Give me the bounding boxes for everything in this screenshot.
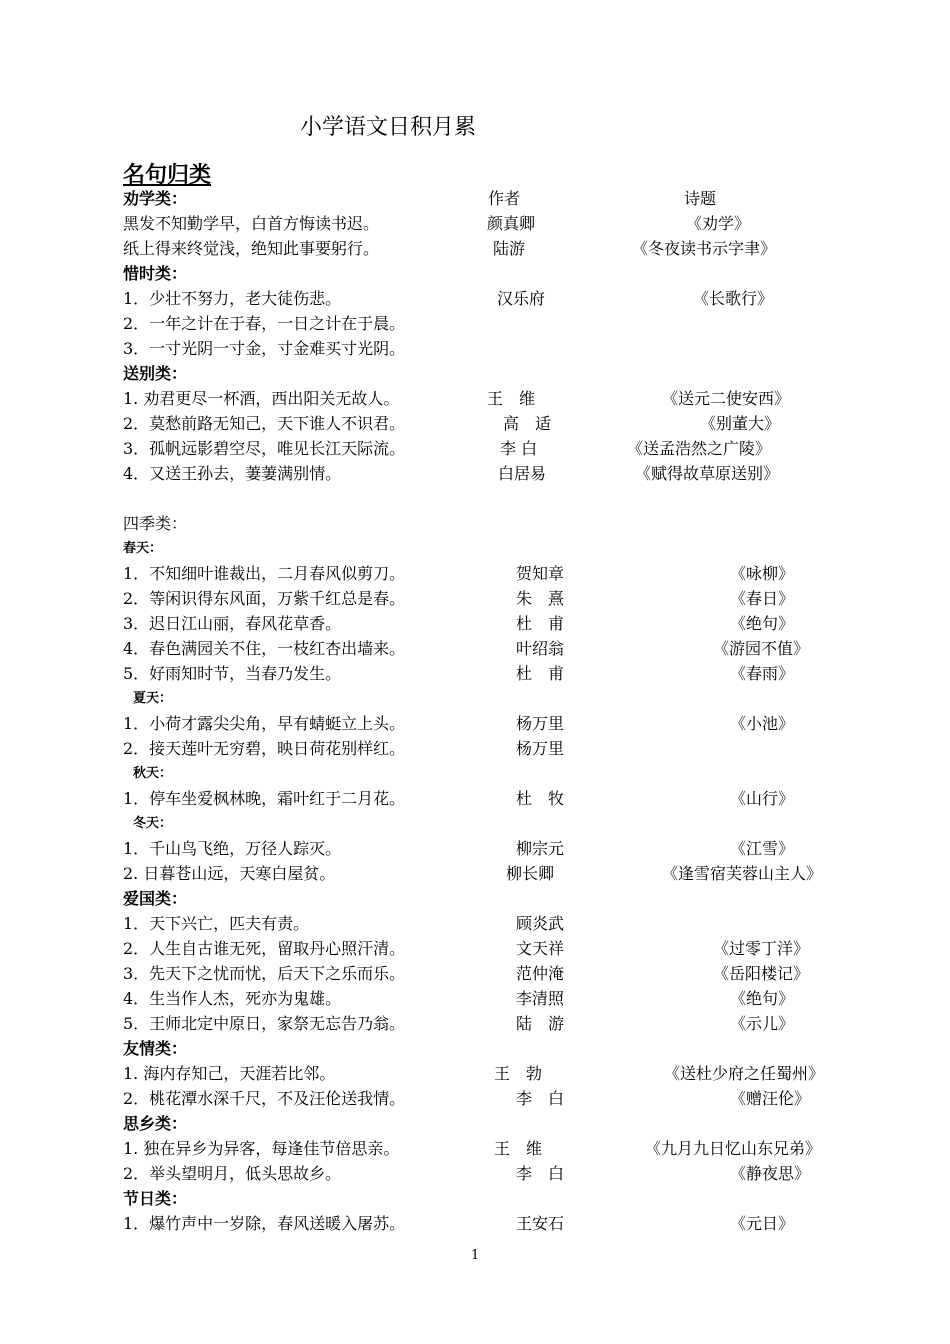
verse-line: 1．千山鸟飞绝，万径人踪灭。 (123, 839, 342, 858)
verse-poem: 《绝句》 (730, 989, 795, 1008)
verse-author: 朱 熹 (516, 589, 565, 608)
verse-author: 叶绍翁 (516, 639, 565, 658)
subcategory-summer: 夏天： (133, 691, 173, 706)
verse-line: 2．接天莲叶无穷碧，映日荷花别样红。 (123, 739, 406, 758)
verse-author: 顾炎武 (516, 914, 565, 933)
page-title: 小学语文日积月累 (300, 115, 477, 140)
verse-author: 高 适 (503, 414, 552, 433)
verse-poem: 《送孟浩然之广陵》 (627, 439, 772, 458)
verse-line: 5．王师北定中原日，家祭无忘告乃翁。 (123, 1014, 406, 1033)
category-sixiang: 思乡类： (123, 1114, 188, 1133)
verse-line: 纸上得来终觉浅，绝知此事要躬行。 (123, 239, 380, 258)
verse-line: 2. 日暮苍山远，天寒白屋贫。 (123, 864, 336, 883)
verse-author: 陆 游 (516, 1014, 565, 1033)
verse-line: 1．少壮不努力，老大徒伤悲。 (123, 289, 342, 308)
category-aiguo: 爱国类： (123, 889, 188, 908)
verse-poem: 《春日》 (730, 589, 795, 608)
verse-poem: 《送杜少府之任蜀州》 (664, 1064, 825, 1083)
verse-author: 杨万里 (516, 714, 565, 733)
verse-author: 汉乐府 (497, 289, 546, 308)
verse-poem: 《赠汪伦》 (730, 1089, 811, 1108)
verse-author: 王安石 (516, 1214, 565, 1233)
verse-line: 黑发不知勤学早，白首方悔读书迟。 (123, 214, 380, 233)
verse-author: 王 维 (494, 1139, 543, 1158)
verse-line: 1. 独在异乡为异客，每逢佳节倍思亲。 (123, 1139, 400, 1158)
verse-author: 文天祥 (516, 939, 565, 958)
author-column-header: 作者 (488, 189, 521, 208)
category-siji: 四季类： (123, 514, 188, 533)
verse-line: 1. 劝君更尽一杯酒，西出阳关无故人。 (123, 389, 400, 408)
verse-line: 4．又送王孙去，萋萋满别情。 (123, 464, 342, 483)
verse-author: 陆游 (493, 239, 526, 258)
verse-line: 4．生当作人杰，死亦为鬼雄。 (123, 989, 342, 1008)
category-jieri: 节日类： (123, 1189, 188, 1208)
verse-line: 3．先天下之忧而忧，后天下之乐而乐。 (123, 964, 406, 983)
verse-line: 2．等闲识得东风面，万紫千红总是春。 (123, 589, 406, 608)
verse-author: 李 白 (500, 439, 538, 458)
poem-column-header: 诗题 (684, 189, 717, 208)
verse-poem: 《静夜思》 (730, 1164, 811, 1183)
verse-line: 3．孤帆远影碧空尽，唯见长江天际流。 (123, 439, 406, 458)
verse-poem: 《赋得故草原送别》 (635, 464, 780, 483)
verse-poem: 《绝句》 (730, 614, 795, 633)
category-youqing: 友情类： (123, 1039, 188, 1058)
verse-author: 颜真卿 (487, 214, 536, 233)
verse-author: 范仲淹 (516, 964, 565, 983)
verse-poem: 《别董大》 (700, 414, 781, 433)
verse-poem: 《过零丁洋》 (713, 939, 810, 958)
category-songbie: 送别类： (123, 364, 188, 383)
verse-author: 王 勃 (494, 1064, 543, 1083)
verse-line: 2．人生自古谁无死，留取丹心照汗清。 (123, 939, 406, 958)
verse-poem: 《元日》 (730, 1214, 795, 1233)
verse-author: 杜 甫 (516, 664, 565, 683)
category-xishi: 惜时类： (123, 264, 188, 283)
verse-poem: 《示儿》 (730, 1014, 795, 1033)
verse-line: 1．天下兴亡，匹夫有责。 (123, 914, 310, 933)
verse-line: 1．小荷才露尖尖角，早有蜻蜓立上头。 (123, 714, 406, 733)
verse-line: 2．桃花潭水深千尺，不及汪伦送我情。 (123, 1089, 406, 1108)
verse-line: 2．举头望明月，低头思故乡。 (123, 1164, 342, 1183)
subcategory-autumn: 秋天： (133, 766, 173, 781)
verse-poem: 《冬夜读书示字聿》 (632, 239, 777, 258)
verse-poem: 《送元二使安西》 (662, 389, 791, 408)
subcategory-winter: 冬天： (133, 816, 173, 831)
verse-line: 5．好雨知时节，当春乃发生。 (123, 664, 342, 683)
verse-author: 柳宗元 (516, 839, 565, 858)
verse-poem: 《小池》 (730, 714, 795, 733)
verse-poem: 《九月九日忆山东兄弟》 (645, 1139, 822, 1158)
verse-line: 1．停车坐爱枫林晚，霜叶红于二月花。 (123, 789, 406, 808)
subcategory-spring: 春天： (123, 541, 163, 556)
verse-author: 白居易 (498, 464, 547, 483)
verse-author: 杜 牧 (516, 789, 565, 808)
verse-author: 李清照 (516, 989, 565, 1008)
verse-poem: 《江雪》 (730, 839, 795, 858)
verse-line: 1．不知细叶谁裁出，二月春风似剪刀。 (123, 564, 406, 583)
verse-poem: 《岳阳楼记》 (713, 964, 810, 983)
verse-poem: 《逢雪宿芙蓉山主人》 (662, 864, 823, 883)
verse-poem: 《咏柳》 (730, 564, 795, 583)
verse-author: 王 维 (487, 389, 536, 408)
verse-line: 4．春色满园关不住，一枝红杏出墙来。 (123, 639, 406, 658)
verse-poem: 《游园不值》 (713, 639, 810, 658)
verse-author: 李 白 (516, 1089, 565, 1108)
verse-author: 柳长卿 (506, 864, 555, 883)
verse-poem: 《长歌行》 (693, 289, 774, 308)
verse-line: 3．一寸光阴一寸金，寸金难买寸光阴。 (123, 339, 406, 358)
category-quanxue: 劝学类： (123, 189, 188, 208)
verse-poem: 《山行》 (730, 789, 795, 808)
verse-author: 杨万里 (516, 739, 565, 758)
verse-author: 李 白 (516, 1164, 565, 1183)
verse-line: 3．迟日江山丽，春风花草香。 (123, 614, 342, 633)
verse-poem: 《春雨》 (730, 664, 795, 683)
verse-line: 1．爆竹声中一岁除，春风送暖入屠苏。 (123, 1214, 406, 1233)
section-heading: 名句归类 (123, 163, 212, 188)
verse-author: 杜 甫 (516, 614, 565, 633)
verse-line: 1. 海内存知己，天涯若比邻。 (123, 1064, 336, 1083)
verse-line: 2．莫愁前路无知己，天下谁人不识君。 (123, 414, 406, 433)
page-number: 1 (471, 1248, 480, 1263)
verse-line: 2．一年之计在于春，一日之计在于晨。 (123, 314, 406, 333)
verse-author: 贺知章 (516, 564, 565, 583)
verse-poem: 《劝学》 (686, 214, 751, 233)
